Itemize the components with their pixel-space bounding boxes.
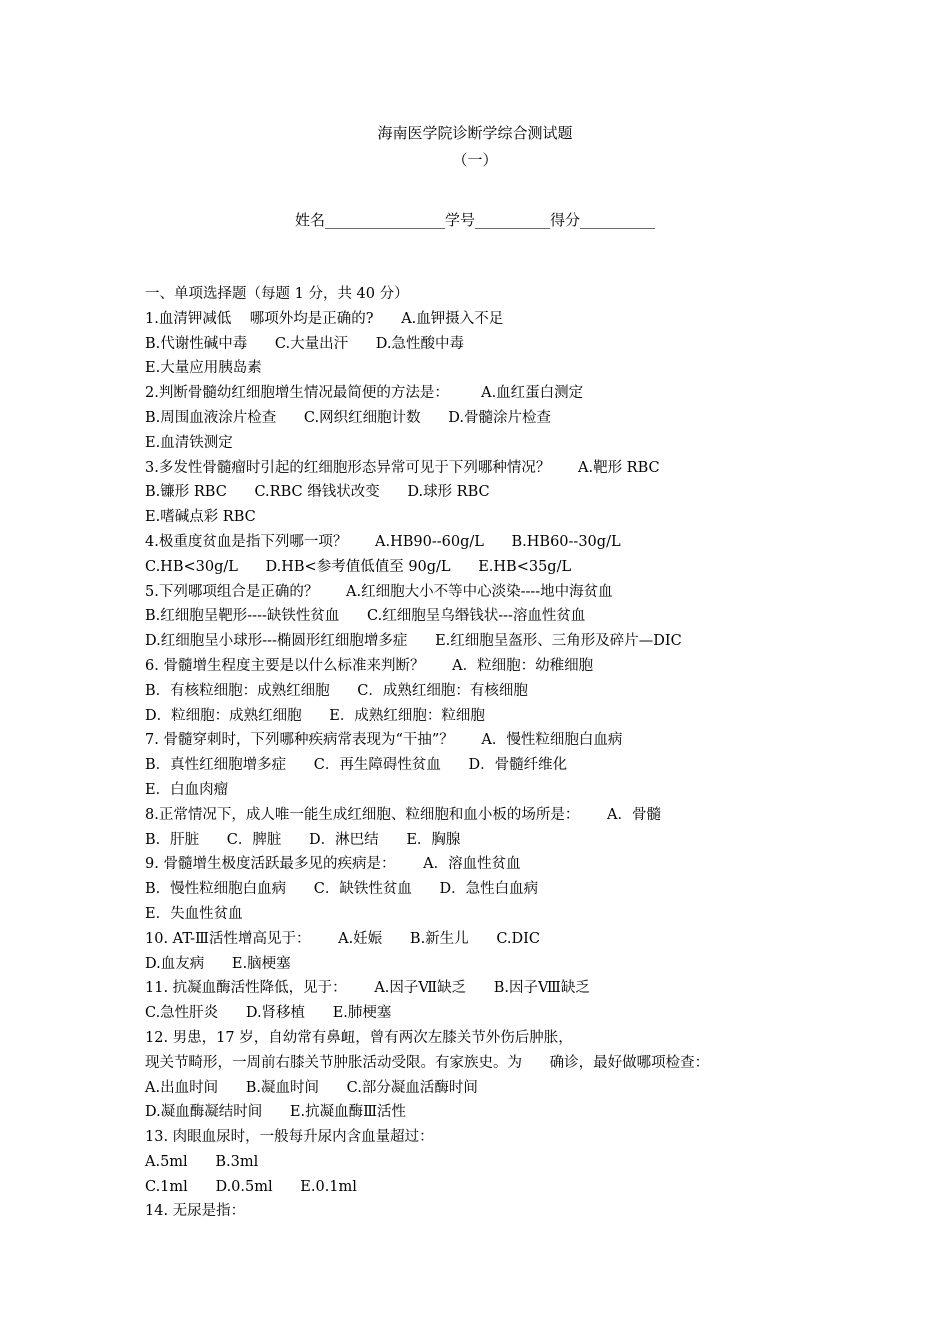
text-line: B．有核粒细胞：成熟红细胞 C．成熟红细胞：有核细胞: [145, 682, 528, 699]
text-line: C.急性肝炎 D.肾移植 E.肺梗塞: [145, 1005, 392, 1022]
text-line: 4.极重度贫血是指下列哪一项？ A.HB90--60g/L B.HB60--30g/L: [145, 533, 621, 550]
text-line: E．失血性贫血: [145, 905, 243, 922]
text-line: D.血友病 E.脑梗塞: [145, 955, 291, 972]
text-line: 5.下列哪项组合是正确的？ A.红细胞大小不等中心淡染----地中海贫血: [145, 583, 613, 600]
text-line: 7. 骨髓穿刺时，下列哪种疾病常表现为“干抽”？ A．慢性粒细胞白血病: [145, 732, 623, 749]
text-line: D．粒细胞：成熟红细胞 E．成熟红细胞：粒细胞: [145, 707, 485, 724]
document-title: 海南医学院诊断学综合测试题: [377, 124, 573, 142]
document-subtitle: （一）: [452, 151, 498, 169]
text-line: A.出血时间 B.凝血时间 C.部分凝血活酶时间: [145, 1079, 478, 1096]
text-line: E．白血肉瘤: [145, 781, 229, 798]
text-line: B.代谢性碱中毒 C.大量出汗 D.急性酸中毒: [145, 335, 464, 352]
text-line: E.嗜碱点彩 RBC: [145, 509, 256, 526]
text-line: 11. 抗凝血酶活性降低，见于： A.因子Ⅶ缺乏 B.因子Ⅷ缺乏: [145, 980, 590, 997]
text-line: A.5ml B.3ml: [145, 1153, 259, 1170]
text-line: D.凝血酶凝结时间 E.抗凝血酶Ⅲ活性: [145, 1104, 407, 1121]
section-heading: 一、单项选择题（每题 1 分，共 40 分）: [145, 286, 409, 302]
text-line: 1.血清钾减低 哪项外均是正确的? A.血钾摄入不足: [145, 310, 504, 327]
text-line: B.周围血液涂片检查 C.网织红细胞计数 D.骨髓涂片检查: [145, 409, 551, 426]
text-line: 3.多发性骨髓瘤时引起的红细胞形态异常可见于下列哪种情况？ A.靶形 RBC: [145, 459, 660, 476]
text-line: 现关节畸形，一周前右膝关节肿胀活动受限。有家族史。为 确诊，最好做哪项检查：: [145, 1054, 710, 1071]
text-line: 12. 男患，17 岁，自幼常有鼻衄，曾有两次左膝关节外伤后肿胀，: [145, 1029, 573, 1046]
text-line: 13. 肉眼血尿时，一般每升尿内含血量超过：: [145, 1129, 434, 1146]
text-line: 10. AT-Ⅲ活性增高见于： A.妊娠 B.新生儿 C.DIC: [145, 930, 540, 947]
student-info-fields: 姓名________________学号__________得分__________: [294, 211, 655, 229]
text-line: E.血清铁测定: [145, 434, 233, 451]
text-line: D.红细胞呈小球形---椭圆形红细胞增多症 E.红细胞呈盔形、三角形及碎片—DIC: [145, 633, 682, 650]
text-line: B.镰形 RBC C.RBC 缗钱状改变 D.球形 RBC: [145, 484, 490, 501]
text-line: E.大量应用胰岛素: [145, 360, 262, 377]
text-line: B.红细胞呈靶形----缺铁性贫血 C.红细胞呈乌缗钱状---溶血性贫血: [145, 608, 586, 625]
text-line: B．慢性粒细胞白血病 C．缺铁性贫血 D．急性白血病: [145, 881, 539, 898]
text-line: B．真性红细胞增多症 C．再生障碍性贫血 D．骨髓纤维化: [145, 757, 568, 774]
text-line: 2.判断骨髓幼红细胞增生情况最简便的方法是： A.血红蛋白测定: [145, 385, 584, 402]
question-list: [145, 282, 865, 1224]
text-line: C.1ml D.0.5ml E.0.1ml: [145, 1178, 357, 1195]
text-line: C.HB<30g/L D.HB<参考值低值至 90g/L E.HB<35g/L: [145, 558, 572, 575]
text-line: B．肝脏 C．脾脏 D．淋巴结 E．胸腺: [145, 831, 461, 848]
text-line: 14. 无尿是指：: [145, 1203, 246, 1220]
text-line: 8.正常情况下，成人唯一能生成红细胞、粒细胞和血小板的场所是： A．骨髓: [145, 806, 661, 823]
text-line: 6. 骨髓增生程度主要是以什么标准来判断？ A．粒细胞：幼稚细胞: [145, 657, 594, 674]
text-line: 9. 骨髓增生极度活跃最多见的疾病是： A．溶血性贫血: [145, 856, 521, 873]
